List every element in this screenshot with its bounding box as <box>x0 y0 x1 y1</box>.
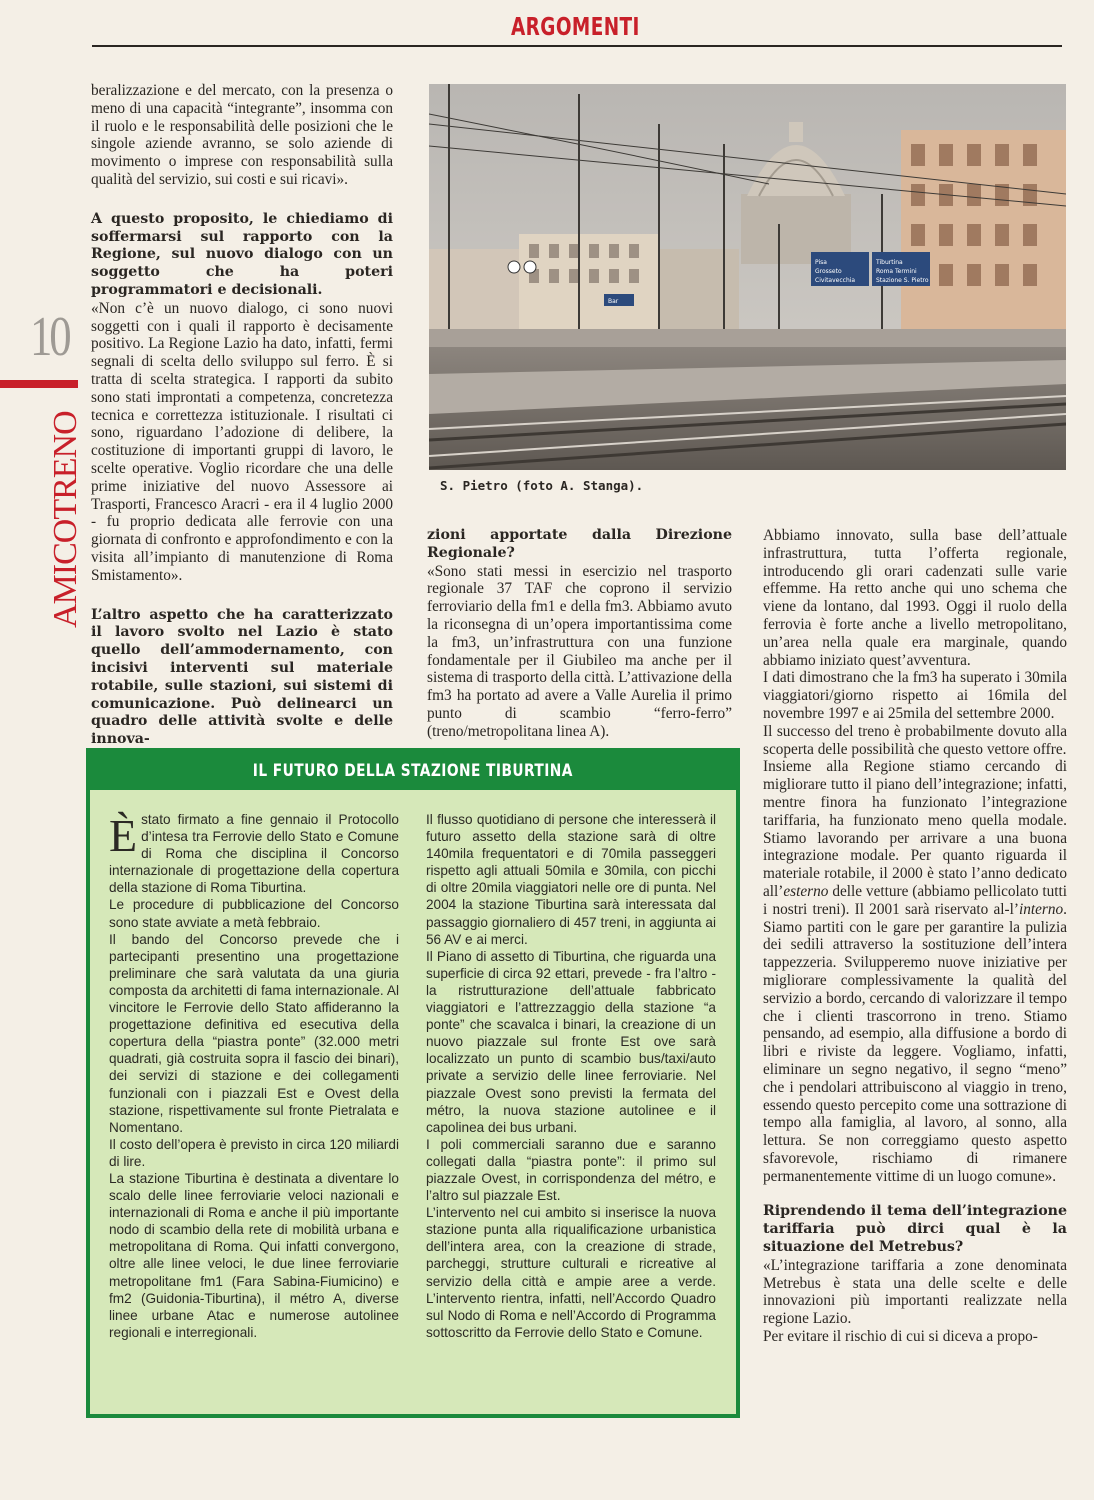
article-column-3 <box>763 527 1067 1346</box>
box-title <box>90 752 736 790</box>
question: zioni apportate dalla Direzione Regionale? <box>427 527 732 561</box>
paragraph: L’intervento nel cui ambito si inserisce la nuova stazione punta alla riqualificazione urbanistica dell’intera area, con la creazione di strade, parcheggi, strutture culturali e ricreative al servizio della città e ampie aree a verde. L’intervento rientra, infatti, nell’Accordo Quadro sul Nodo di Roma e nell’Accordo di Programma sottoscritto da Ferrovie dello Stato e Comune. <box>426 1205 716 1340</box>
sign-line: Pisa <box>815 259 827 266</box>
paragraph: Il Piano di assetto di Tiburtina, che riguarda una superficie di circa 92 ettari, prevede - fra l’altro - la ristrutturazione dell’attuale fabbricato viaggiatori e l’attrezzaggio della stazione “a ponte” che scavalca i binari, la creazione di un nuovo piazzale sul fronte Est ove sarà localizzato un punto di scambio bus/taxi/auto private a servizio delle linee ferroviarie. Nel piazzale Ovest sono previsti la fermata del métro, la nuova stazione autolinee e il capolinea dei bus urbani. <box>426 948 716 1135</box>
paragraph <box>109 811 399 896</box>
sign-line: Civitavecchia <box>815 277 856 284</box>
text-run: delle vetture (abbiamo pellicolato tutti i nostri treni). Il 2001 sarà riservato al-l’ <box>763 882 1067 918</box>
paragraph: Il bando del Concorso prevede che i partecipanti presentino una progettazione preliminare che sarà valutata da una giuria composta da architetti di fama internazionale. Al vincitore le Ferrovie dello Stato affideranno la progettazione definitiva ed esecutiva della copertura della “piastra ponte” (32.000 metri quadrati, già costruita sopra il fascio dei binari), dei servizi di stazione e dei collegamenti funzionali con i piazzali Est e Ovest della stazione, rispettivamente sul fronte Pietralata e Nomentano. <box>109 931 399 1135</box>
paragraph: beralizzazione e del mercato, con la presenza o meno di una capacità “integrante”, insomma con il ruolo e le responsabilità delle posizioni che le singole aziende avranno, se solo aziende di movimento o imprese con responsabilità sulla qualità del servizio, sui costi e sui ricavi». <box>91 82 393 188</box>
station-photo <box>429 84 1066 470</box>
text-run: . Siamo partiti con le gare per garantire la pulizia dei sedili attraverso la sostituzione dell’intera tappezzeria. Svilupperemo nuove iniziative per migliorare complessivamente la qualità del servizio a bordo, cercando di valorizzare il tempo che i clienti trascorrono in treno. Stiamo pensando, ad esempio, alla diffusione a bordo di libri e riviste da leggere. Vogliamo, infatti, eliminare un segno negativo, il segno “meno” che i pendolari attribuiscono al viaggio in treno, essendo questo percepito come una sottrazione di tempo alla famiglia, al lavoro, al sonno, alla lettura. Se non correggiamo questo aspetto sfavorevole, rischiamo di rimanere permanentemente vittime di un luogo comune». <box>763 900 1067 1185</box>
sign-line: Roma Termini <box>876 268 917 275</box>
paragraph: I poli commerciali saranno due e saranno collegati dalla “piastra ponte”: il primo sul piazzale Ovest, in corrispondenza del métro, e l’altro sul piazzale Est. <box>426 1136 716 1204</box>
article-column-2 <box>427 527 732 741</box>
text-run-italic: esterno <box>783 882 829 900</box>
photo-caption: S. Pietro (foto A. Stanga). <box>440 478 644 493</box>
side-red-bar <box>0 380 78 388</box>
text-run: stato firmato a fine gennaio il Protocollo d’intesa tra Ferrovie dello Stato e Comune di Roma che disciplina il Concorso internazionale di progettazione della copertura della stazione di Roma Tiburtina. <box>109 812 399 896</box>
paragraph: Le procedure di pubblicazione del Concorso sono state avviate a metà febbraio. <box>109 897 399 930</box>
box-column-1 <box>109 811 399 1341</box>
paragraph: «Sono stati messi in esercizio nel trasporto regionale 37 TAF che coprono il servizio ferroviario della fm1 e della fm3. Abbiamo avuto la riconsegna di un’opera importantissima come la fm3, un’infrastruttura con una funzione fondamentale per il Giubileo ma anche per il sistema di trasporto della città. L’attivazione della fm3 ha portato ad avere a Valle Aurelia il primo punto di scambio “ferro-ferro” (treno/metropolitana linea A). <box>427 562 732 740</box>
box-title-text: IL FUTURO DELLA STAZIONE TIBURTINA <box>252 761 574 781</box>
tiburtina-box <box>86 748 740 1418</box>
sign-line: Tiburtina <box>876 259 903 266</box>
paragraph <box>763 758 1067 1185</box>
paragraph: «Non c’è un nuovo dialogo, ci sono nuovi soggetti con i quali il rapporto è decisamente positivo. La Regione Lazio ha dato, infatti, fermi segnali di scelta dello sviluppo sul ferro. È si tratta di scelta strategica. I rapporti da subito sono stati improntati a competenza, concretezza tecnica e correttezza istituzionale. I risultati ci sono, riguardano l’adozione di delibere, la costituzione di importanti gruppi di lavoro, le scelte operative. Voglio ricordare che una delle prime iniziative del nuovo Assessore ai Trasporti, Francesco Aracri - era il 4 luglio 2000 - fu proprio dedicata alle ferrovie con una giornata di confronto e approfondimento e con la visita all’impianto di manutenzione di Roma Smistamento». <box>91 299 393 584</box>
drop-cap: È <box>109 810 138 861</box>
sign-line: Stazione S. Pietro <box>876 277 929 284</box>
paragraph: Il successo del treno è probabilmente dovuto alla scoperta delle possibilità che questo vettore offre. <box>763 722 1067 758</box>
text-run: Insieme alla Regione stiamo cercando di migliorare tutto il piano dell’integrazione; infatti, mentre finora ha funzionato l’integrazione tariffaria, ha funzionato meno quella modale. Stiamo lavorando per arrivare a una buona integrazione modale. Per quanto riguarda il materiale rotabile, il 2000 è stato l’anno dedicato all’ <box>763 758 1067 900</box>
text-run-italic: interno <box>1018 900 1064 918</box>
magazine-name: AMICOTRENO <box>47 411 84 629</box>
box-column-2 <box>426 811 716 1341</box>
paragraph: Il costo dell’opera è previsto in circa 120 miliardi di lire. <box>109 1136 399 1169</box>
question: Riprendendo il tema dell’integrazione tariffaria può dirci qual è la situazione del Metrebus? <box>763 1203 1067 1256</box>
page-number: 10 <box>30 306 69 368</box>
header-rule <box>92 45 1062 47</box>
paragraph: I dati dimostrano che la fm3 ha superato i 30mila viaggiatori/giorno rispetto ai 16mila del novembre 1997 e ai 25mila del settembre 2000. <box>763 669 1067 722</box>
paragraph: Il flusso quotidiano di persone che interesserà il futuro assetto della stazione sarà di oltre 140mila frequentatori e di 70mila passeggeri rispetto agli attuali 50mila e 30mila, con picchi di oltre 20mila viaggiatori nelle ore di punta. Nel 2004 la stazione Tiburtina sarà interessata dal passaggio giornaliero di 457 treni, in aggiunta ai 56 AV e ai merci. <box>426 812 716 947</box>
paragraph: La stazione Tiburtina è destinata a diventare lo scalo delle linee ferroviarie veloci nazionali e internazionali di Roma e anche il più importante nodo di scambio della rete di mobilità urbana e metropolitana di Roma. Qui infatti convergono, oltre alle linee veloci, le due linee ferroviarie metropolitane fm1 (Fara Sabina-Fiumicino) e fm2 (Guidonia-Tiburtina), il métro A, diverse linee urbane Atac e numerose autolinee regionali e interregionali. <box>109 1170 399 1340</box>
section-title: ARGOMENTI <box>511 12 640 41</box>
question: A questo proposito, le chiediamo di soffermarsi sul rapporto con la Regione, sul nuovo dialogo con un soggetto che ha poteri programmatori e decisionali. <box>91 210 393 298</box>
question: L’altro aspetto che ha caratterizzato il lavoro svolto nel Lazio è stato quello dell’ammodernamento, con incisivi interventi sul materiale rotabile, sulle stazioni, sui sistemi di comunicazione. Può delinearci un quadro delle attività svolte e delle innova- <box>91 606 393 748</box>
paragraph: Abbiamo innovato, sulla base dell’attuale infrastruttura, tutta l’offerta regionale, introducendo gli orari cadenzati sulle varie effemme. Ha retto anche qui uno schema che viene da lontano, dal 1993. Oggi il ruolo della ferrovia è forte anche a livello metropolitano, un’area nella quale era marginale, quando abbiamo iniziato quest’avventura. <box>763 527 1067 669</box>
shop-sign: Bar <box>608 298 619 305</box>
paragraph: Per evitare il rischio di cui si diceva a propo- <box>763 1328 1038 1346</box>
sign-line: Grosseto <box>815 268 842 275</box>
paragraph: «L’integrazione tariffaria a zone denominata Metrebus è stata una delle scelte e delle innovazioni più importanti realizzate nella regione Lazio. <box>763 1256 1067 1328</box>
article-column-1 <box>91 82 393 749</box>
